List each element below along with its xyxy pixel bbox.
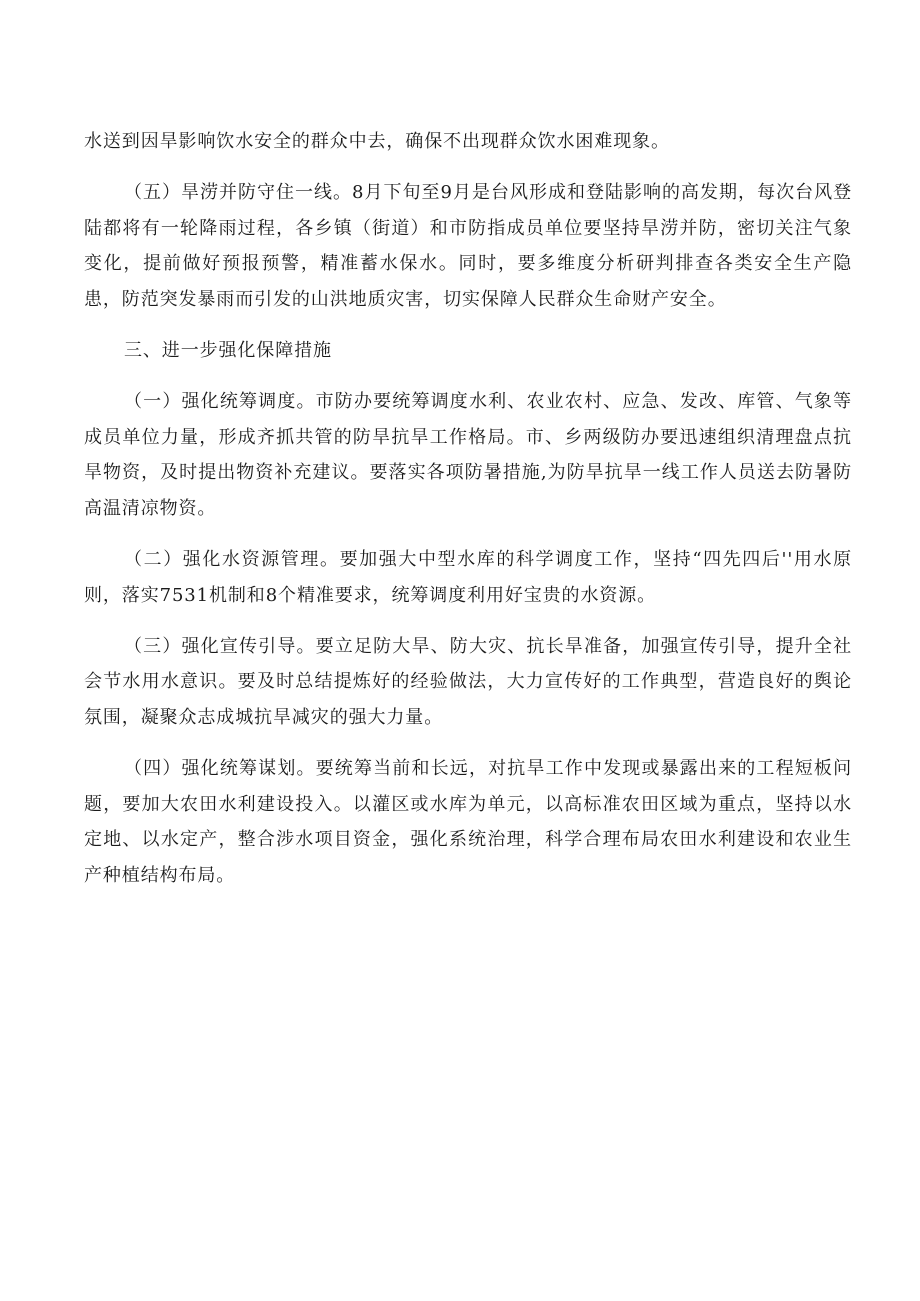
paragraph-continuation: 水送到因旱影响饮水安全的群众中去，确保不出现群众饮水困难现象。 <box>84 131 670 152</box>
paragraph-subitem-4: （四）强化统筹谋划。要统筹当前和长远，对抗旱工作中发现或暴露出来的工程短板问题，要加大农田水利建设投入。以灌区或水库为单元，以高标准农田区域为重点，坚持以水定地、以水定产，整合涉水项目资金，强化系统治理，科学合理布局农田水利建设和农业生产种植结构布局。 <box>84 757 852 886</box>
paragraph-subitem-2: （二）强化水资源管理。要加强大中型水库的科学调度工作，坚持“四先四后''用水原则，落实7531机制和8个精准要求，统筹调度利用好宝贵的水资源。 <box>84 548 852 606</box>
paragraph-subitem-1: （一）强化统筹调度。市防办要统筹调度水利、农业农村、应急、发改、库管、气象等成员单位力量，形成齐抓共管的防旱抗旱工作格局。市、乡两级防办要迅速组织清理盘点抗旱物资，及时提出物资补充建议。要落实各项防暑措施,为防旱抗旱一线工作人员送去防暑防高温清凉物资。 <box>84 391 852 519</box>
section-heading-3: 三、进一步强化保障措施 <box>124 339 332 361</box>
document-body <box>84 124 852 909</box>
paragraph-subitem-3: （三）强化宣传引导。要立足防大旱、防大灾、抗长旱准备，加强宣传引导，提升全社会节水用水意识。要及时总结提炼好的经验做法，大力宣传好的工作典型，营造良好的舆论氛围，凝聚众志成城抗旱减灾的强大力量。 <box>84 635 852 728</box>
paragraph-item-5: （五）旱涝并防守住一线。8月下旬至9月是台风形成和登陆影响的高发期，每次台风登陆都将有一轮降雨过程，各乡镇（街道）和市防指成员单位要坚持旱涝并防，密切关注气象变化，提前做好预报预警，精准蓄水保水。同时，要多维度分析研判排查各类安全生产隐患，防范突发暴雨而引发的山洪地质灾害，切实保障人民群众生命财产安全。 <box>84 182 852 310</box>
